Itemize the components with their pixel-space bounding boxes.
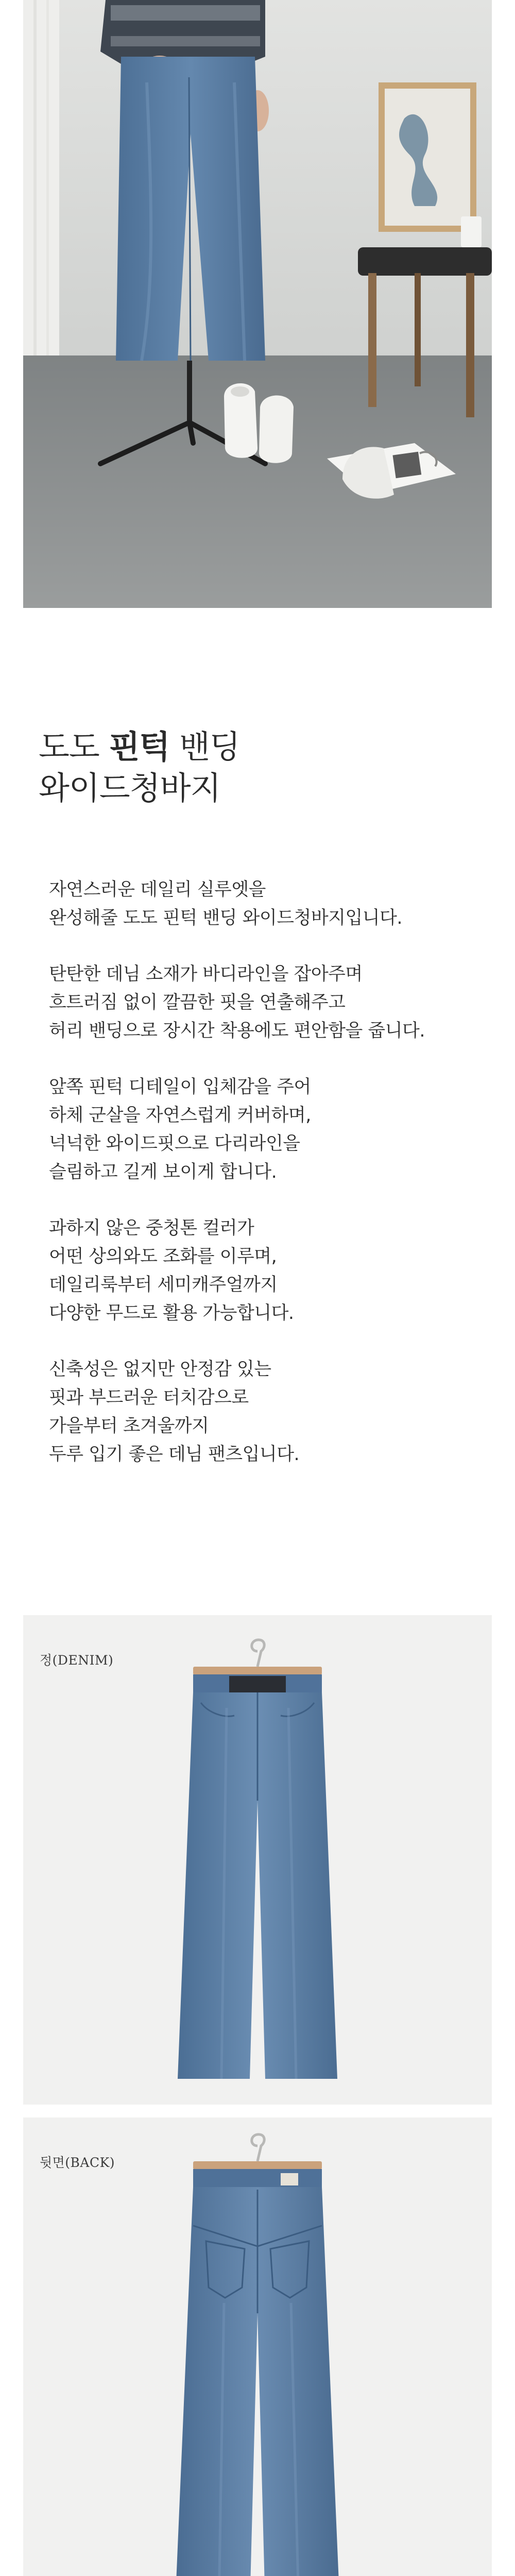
description-line: 탄탄한 데님 소재가 바디라인을 잡아주며 <box>49 964 363 985</box>
title-bold: 핀턱 <box>109 728 170 766</box>
description-line: 슬림하고 길게 보이게 합니다. <box>49 1162 277 1182</box>
title-line-2: 와이드청바지 <box>39 769 221 807</box>
description-line: 가을부터 초겨울까지 <box>49 1416 209 1436</box>
description-line: 앞쪽 핀턱 디테일이 입체감을 주어 <box>49 1077 311 1097</box>
product-title <box>39 726 482 809</box>
description-line: 핏과 부드러운 터치감으로 <box>49 1387 249 1408</box>
hero-photo-illustration <box>23 0 492 608</box>
description-line: 어떤 상의와도 조화를 이루며, <box>49 1246 277 1267</box>
description-line: 하체 군살을 자연스럽게 커버하며, <box>49 1105 311 1126</box>
title-part-1: 도도 <box>39 728 109 766</box>
description-line: 다양한 무드로 활용 가능합니다. <box>49 1303 294 1324</box>
description-paragraph <box>49 960 492 1045</box>
description-line: 자연스러운 데일리 실루엣을 <box>49 879 266 900</box>
description-line: 넉넉한 와이드핏으로 다리라인을 <box>49 1133 300 1154</box>
description-line: 완성해줄 도도 핀턱 밴딩 와이드청바지입니다. <box>49 908 403 928</box>
description-line: 두루 입기 좋은 데님 팬츠입니다. <box>49 1444 300 1465</box>
front-jeans-illustration <box>23 1615 492 2105</box>
description-line: 허리 밴딩으로 장시간 착용에도 편안함을 줍니다. <box>49 1021 425 1041</box>
description-line: 신축성은 없지만 안정감 있는 <box>49 1359 271 1380</box>
description-line: 데일리룩부터 세미캐주얼까지 <box>49 1275 278 1295</box>
back-product-photo <box>23 2117 492 2576</box>
title-part-2: 밴딩 <box>169 728 240 766</box>
description-line: 과하지 않은 중청톤 컬러가 <box>49 1218 254 1239</box>
front-photo-caption: 정(DENIM) <box>40 1653 114 1668</box>
back-photo-caption: 뒷면(BACK) <box>40 2155 115 2170</box>
back-jeans-illustration <box>23 2117 492 2576</box>
description-paragraph <box>49 1073 492 1187</box>
description-paragraph <box>49 1214 492 1328</box>
front-product-photo <box>23 1615 492 2105</box>
description-paragraph <box>49 1355 492 1469</box>
hero-photo <box>23 0 492 608</box>
description-line: 흐트러짐 없이 깔끔한 핏을 연출해주고 <box>49 992 346 1013</box>
description-paragraph <box>49 876 492 933</box>
title-line-1 <box>39 726 482 768</box>
product-description <box>49 876 492 1497</box>
